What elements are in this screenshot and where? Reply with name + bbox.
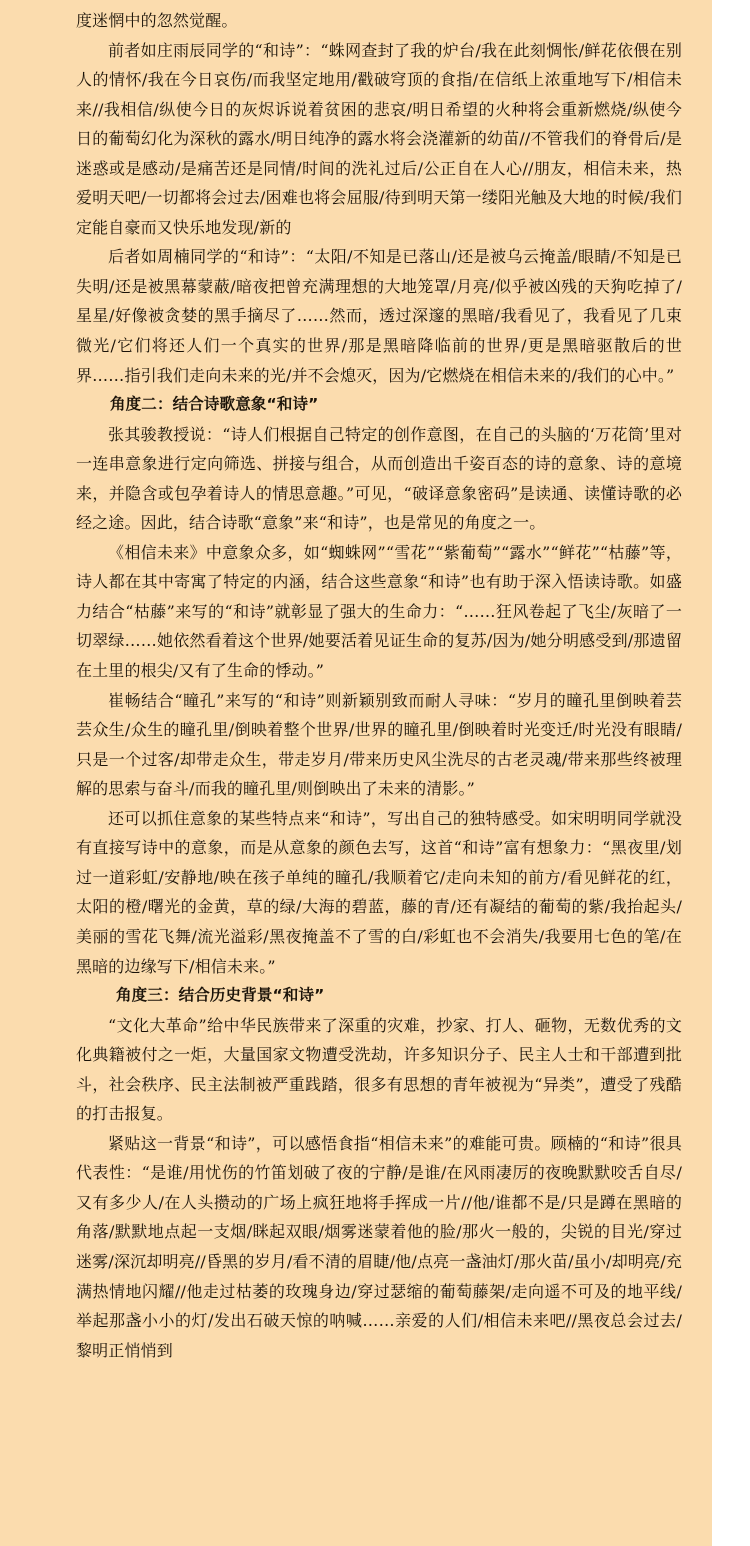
paragraph-history: “文化大革命”给中华民族带来了深重的灾难，抄家、打人、砸物，无数优秀的文化典籍被付之一炬，大量国家文物遭受洗劫，许多知识分子、民主人士和干部遭到批斗，社会秩序、民主法制被严重践踏，很多有思想的青年被视为“异类”，遭受了残酷的打击报复。 (76, 1015, 682, 1124)
paragraph-gu-poem: 紧贴这一背景“和诗”，可以感悟食指“相信未来”的难能可贵。顾楠的“和诗”很具代表性：“是谁/用忧伤的竹笛划破了夜的宁静/是谁/在风雨凄厉的夜晚默默咬舌自尽/又有多少人/在人头攒动的广场上疯狂地将手挥成一片//他/谁都不是/只是蹲在黑暗的角落/默默地点起一支烟/眯起双眼/烟雾迷蒙着他的脸/那火一般的，尖锐的目光/穿过迷雾/深沉却明亮//昏黑的岁月/看不清的眉睫/他/点亮一盏油灯/那火苗/虽小/却明亮/充满热情地闪耀//他走过枯萎的玫瑰身边/穿过瑟缩的葡萄藤架/走向遥不可及的地平线/举起那盏小小的灯/发出石破天惊的呐喊……亲爱的人们/相信未来吧//黑夜总会过去/黎明正悄悄到 (76, 1133, 682, 1360)
section-heading-angle-two: 角度二：结合诗歌意象“和诗” (110, 395, 319, 414)
paragraph-imagery: 《相信未来》中意象众多，如“蜘蛛网”“雪花”“紫葡萄”“露水”“鲜花”“枯藤”等，诗人都在其中寄寓了特定的内涵，结合这些意象“和诗”也有助于深入悟读诗歌。如盛力结合“枯藤”来写的“和诗”就彰显了强大的生命力：“……狂风卷起了飞尘/灰暗了一切翠绿……她依然看着这个世界/她要活着见证生命的复苏/因为/她分明感受到/那遗留在土里的根尖/又有了生命的悸动。” (76, 542, 682, 681)
paragraph-song-poem: 还可以抓住意象的某些特点来“和诗”，写出自己的独特感受。如宋明明同学就没有直接写诗中的意象，而是从意象的颜色去写，这首“和诗”富有想象力：“黑夜里/划过一道彩虹/安静地/映在孩子单纯的瞳孔/我顺着它/走向未知的前方/看见鲜花的红，太阳的橙/曙光的金黄，草的绿/大海的碧蓝，藤的青/还有凝结的葡萄的紫/我抬起头/美丽的雪花飞舞/流光溢彩/黑夜掩盖不了雪的白/彩虹也不会消失/我要用七色的笔/在黑暗的边缘写下/相信未来。” (76, 808, 682, 976)
paragraph-intro-tail: 度迷惘中的忽然觉醒。 (76, 11, 238, 30)
paragraph-zhuang-poem: 前者如庄雨辰同学的“和诗”：“蛛网查封了我的炉台/我在此刻惆怅/鲜花依偎在别人的情怀/我在今日哀伤/而我坚定地用/戳破穹顶的食指/在信纸上浓重地写下/相信未来//我相信/纵使今日的灰烬诉说着贫困的悲哀/明日希望的火种将会重新燃烧/纵使今日的葡萄幻化为深秋的露水/明日纯净的露水将会浇灌新的幼苗//不管我们的脊骨后/是迷惑或是感动/是痛苦还是同情/时间的洗礼过后/公正自在人心//朋友，相信未来，热爱明天吧/一切都将会过去/困难也将会屈服/待到明天第一缕阳光触及大地的时候/我们定能自豪而又快乐地发现/新的 (76, 40, 682, 237)
paragraph-cui-poem: 崔畅结合“瞳孔”来写的“和诗”则新颖别致而耐人寻味：“岁月的瞳孔里倒映着芸芸众生/众生的瞳孔里/倒映着整个世界/世界的瞳孔里/倒映着时光变迁/时光没有眼睛/只是一个过客/却带走众生，带走岁月/带来历史风尘洗尽的古老灵魂/带来那些终被理解的思索与奋斗/而我的瞳孔里/则倒映出了未来的清影。” (76, 690, 682, 799)
section-heading-angle-three: 角度三：结合历史背景“和诗” (116, 986, 325, 1005)
paragraph-zhou-poem: 后者如周楠同学的“和诗”：“太阳/不知是已落山/还是被乌云掩盖/眼睛/不知是已失明/还是被黑幕蒙蔽/暗夜把曾充满理想的大地笼罩/月亮/似乎被凶残的天狗吃掉了/星星/好像被贪婪的黑手摘尽了……然而，透过深邃的黑暗/我看见了，我看见了几束微光/它们将还人们一个真实的世界/那是黑暗降临前的世界/更是黑暗驱散后的世界……指引我们走向未来的光/并不会熄灭，因为/它燃烧在相信未来的/我们的心中。” (76, 247, 682, 385)
paragraph-quote-zhang: 张其骏教授说：“诗人们根据自己特定的创作意图，在自己的头脑的‘万花筒’里对一连串意象进行定向筛选、拼接与组合，从而创造出千姿百态的诗的意象、诗的意境来，并隐含或包孕着诗人的情思意趣。”可见，“破译意象密码”是读通、读懂诗歌的必经之途。因此，结合诗歌“意象”来“和诗”，也是常见的角度之一。 (76, 424, 682, 533)
article-body (76, 6, 682, 1365)
